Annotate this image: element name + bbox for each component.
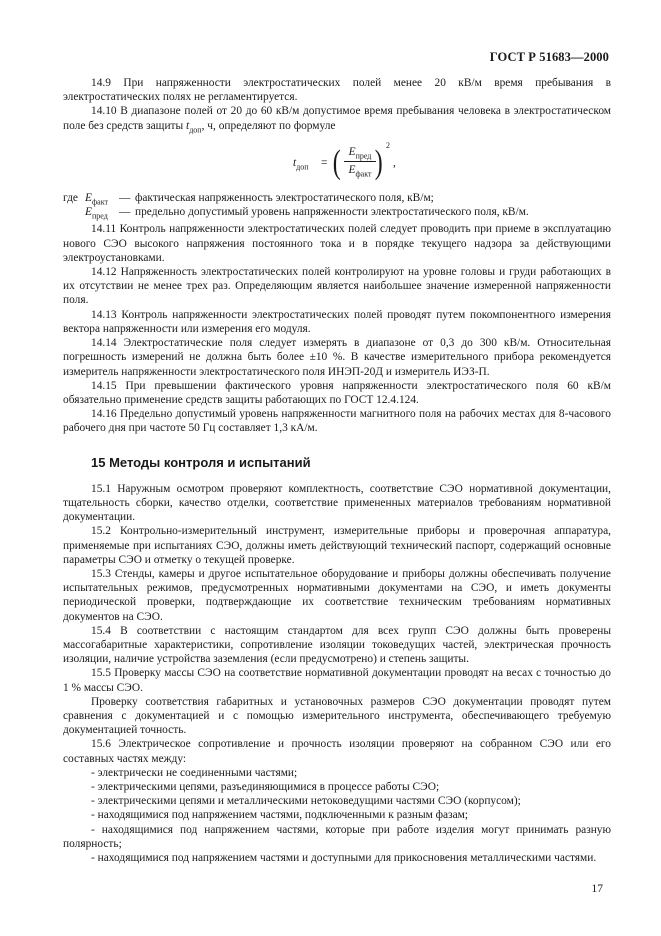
where-lead: где (63, 192, 78, 205)
section-title: 15 Методы контроля и испытаний (91, 454, 311, 470)
formula-t-subscript: доп (296, 162, 309, 172)
paragraph-15-6: 15.6 Электрическое сопротивление и прочность изоляции проверяют на собранном СЭО или его составных частях между: (63, 738, 611, 765)
where-row-limit (63, 205, 611, 219)
formula-lhs (293, 156, 309, 174)
paragraph-15-5: 15.5 Проверку массы СЭО на соответствие нормативной документации проводят на весах с точностью до 1 % массы СЭО. (63, 667, 611, 694)
paragraph-14-11: 14.11 Контроль напряженности электростатических полей следует проводить при приеме в эксплуатацию нового СЭО высокого напряжения постоянного тока и в порядке текущего надзора за действующими электроустановками. (63, 223, 611, 264)
where-definition: фактическая напряженность электростатического поля, кВ/м; (135, 192, 434, 205)
list-item: - находящимися под напряжением частями, подключенными к разным фазам; (91, 809, 469, 822)
formula-denominator (344, 163, 376, 178)
paragraph-14-10: 14.10 В диапазоне полей от 20 до 60 кВ/м допустимое время пребывания человека в электростатическом поле без средств защиты $t_{доп}$, ч, определяют по формуле (63, 105, 611, 134)
paragraph-15-3: 15.3 Стенды, камеры и другое испытательное оборудование и приборы должны обеспечивать получение испытательных режимов, предусмотренных нормативными документами на СЭО, и иметь документы периодической проверки, подтверждающие их соответствие техническим требованиям нормативных документов на СЭО. (63, 567, 611, 623)
t-symbol-inline: t (186, 119, 190, 132)
where-definition: предельно допустимый уровень напряженности электростатического поля, кВ/м. (135, 206, 529, 219)
paragraph-15-4: 15.4 В соответствии с настоящим стандартом для всех групп СЭО должны быть проверены массогабаритные характеристики, сопротивление изоляции токоведущих частей, электрическая прочность изоляции, наличие устройства заземления (если предусмотрено) и степень защиты. (63, 624, 611, 666)
list-item: - электрическими цепями и металлическими нетоковедущими частями СЭО (корпусом); (91, 795, 521, 808)
list-item: - электрически не соединенными частями; (91, 766, 298, 779)
where-dash: — (119, 192, 131, 205)
paragraph-15-5-dimensions: Проверку соответствия габаритных и установочных размеров СЭО документации проводят путем сравнения с документацией и с помощью измерительного инструмента, обеспечивающего требуемую документацией точность. (63, 695, 611, 737)
formula-num-subscript: пред (355, 151, 372, 161)
page-number: 17 (591, 883, 603, 895)
list-item: - электрическими цепями, разъединяющимися в процессе работы СЭО; (91, 780, 440, 793)
where-dash: — (119, 206, 131, 219)
t-subscript-inline: доп (189, 124, 202, 134)
where-symbol-letter: E (85, 192, 92, 205)
where-row-fact (63, 191, 611, 205)
formula-den-symbol: E (348, 164, 356, 177)
list-item: - находящимися под напряжением частями и доступными для прикосновения металлическими частями. (91, 852, 597, 864)
formula-equals: = (321, 157, 328, 170)
list-item: - находящимися под напряжением частями, которые при работе изделия могут принимать разную полярность; (63, 823, 611, 850)
where-symbol-letter: E (85, 206, 92, 219)
formula-den-subscript: факт (355, 169, 372, 179)
document-code: ГОСТ Р 51683—2000 (489, 50, 609, 64)
paragraph-14-9: 14.9 При напряженности электростатических полей менее 20 кВ/м время пребывания в электростатических полях не регламентируется. (63, 77, 611, 104)
paragraph-15-1: 15.1 Наружным осмотром проверяют комплектность, соответствие СЭО нормативной документации, тщательность сборки, качество отделки, соответствие примененных материалов требованиям нормативной документации. (63, 482, 611, 524)
paragraph-14-15: 14.15 При превышении фактического уровня напряженности электростатического поля 60 кВ/м обязательно применение средств защиты работающих по ГОСТ 12.4.124. (63, 379, 611, 406)
formula-exponent: 2 (386, 141, 390, 151)
where-symbol (85, 205, 108, 223)
paragraph-14-12: 14.12 Напряженность электростатических полей контролируют на уровне головы и груди работающих в их отсутствии не менее трех раз. Определяющим является наибольшее значение измеренной напряженности поля. (63, 266, 611, 307)
formula-numerator (344, 145, 376, 160)
paragraph-14-10-tail: ч, определяют по формуле (207, 119, 336, 132)
formula-trailing: , (393, 157, 396, 170)
paragraph-14-13: 14.13 Контроль напряженности электростатических полей проводят путем покомпонентного измерения вектора напряженности или измерения его модуля. (63, 308, 611, 335)
paragraph-15-2: 15.2 Контрольно-измерительный инструмент, измерительные приборы и проверочная аппаратура, применяемые при испытаниях СЭО, должны иметь действующий технический паспорт, содержащий основные параметры СЭО и отметку о текущей проверке. (63, 525, 611, 566)
where-symbol-sub: факт (91, 197, 108, 207)
paragraph-14-16: 14.16 Предельно допустимый уровень напряженности магнитного поля на рабочих местах для 8-часового рабочего дня при частоте 50 Гц составляет 1,3 кА/м. (63, 408, 611, 435)
page-body (63, 76, 611, 865)
where-symbol-sub: пред (91, 211, 108, 221)
formula (63, 139, 611, 191)
formula-right-paren: ) (374, 144, 383, 182)
formula-fraction-bar (344, 161, 376, 162)
formula-left-paren: ( (332, 144, 341, 182)
formula-t-symbol: t (293, 157, 297, 170)
paragraph-14-10-text: 14.10 В диапазоне полей от 20 до 60 кВ/м допустимое время пребывания человека в электростатическом поле без средств защиты (63, 105, 611, 132)
formula-num-symbol: E (348, 146, 356, 159)
formula-fraction (344, 145, 376, 178)
paragraph-14-14: 14.14 Электростатические поля следует измерять в диапазоне от 0,3 до 300 кВ/м. Относительная погрешность измерений не должна быть более ±10 %. В качестве измерительного прибора рекомендуется измеритель напряженности электростатического поля ИНЭП-20Д и измеритель ИЭЗ-П. (63, 337, 611, 378)
